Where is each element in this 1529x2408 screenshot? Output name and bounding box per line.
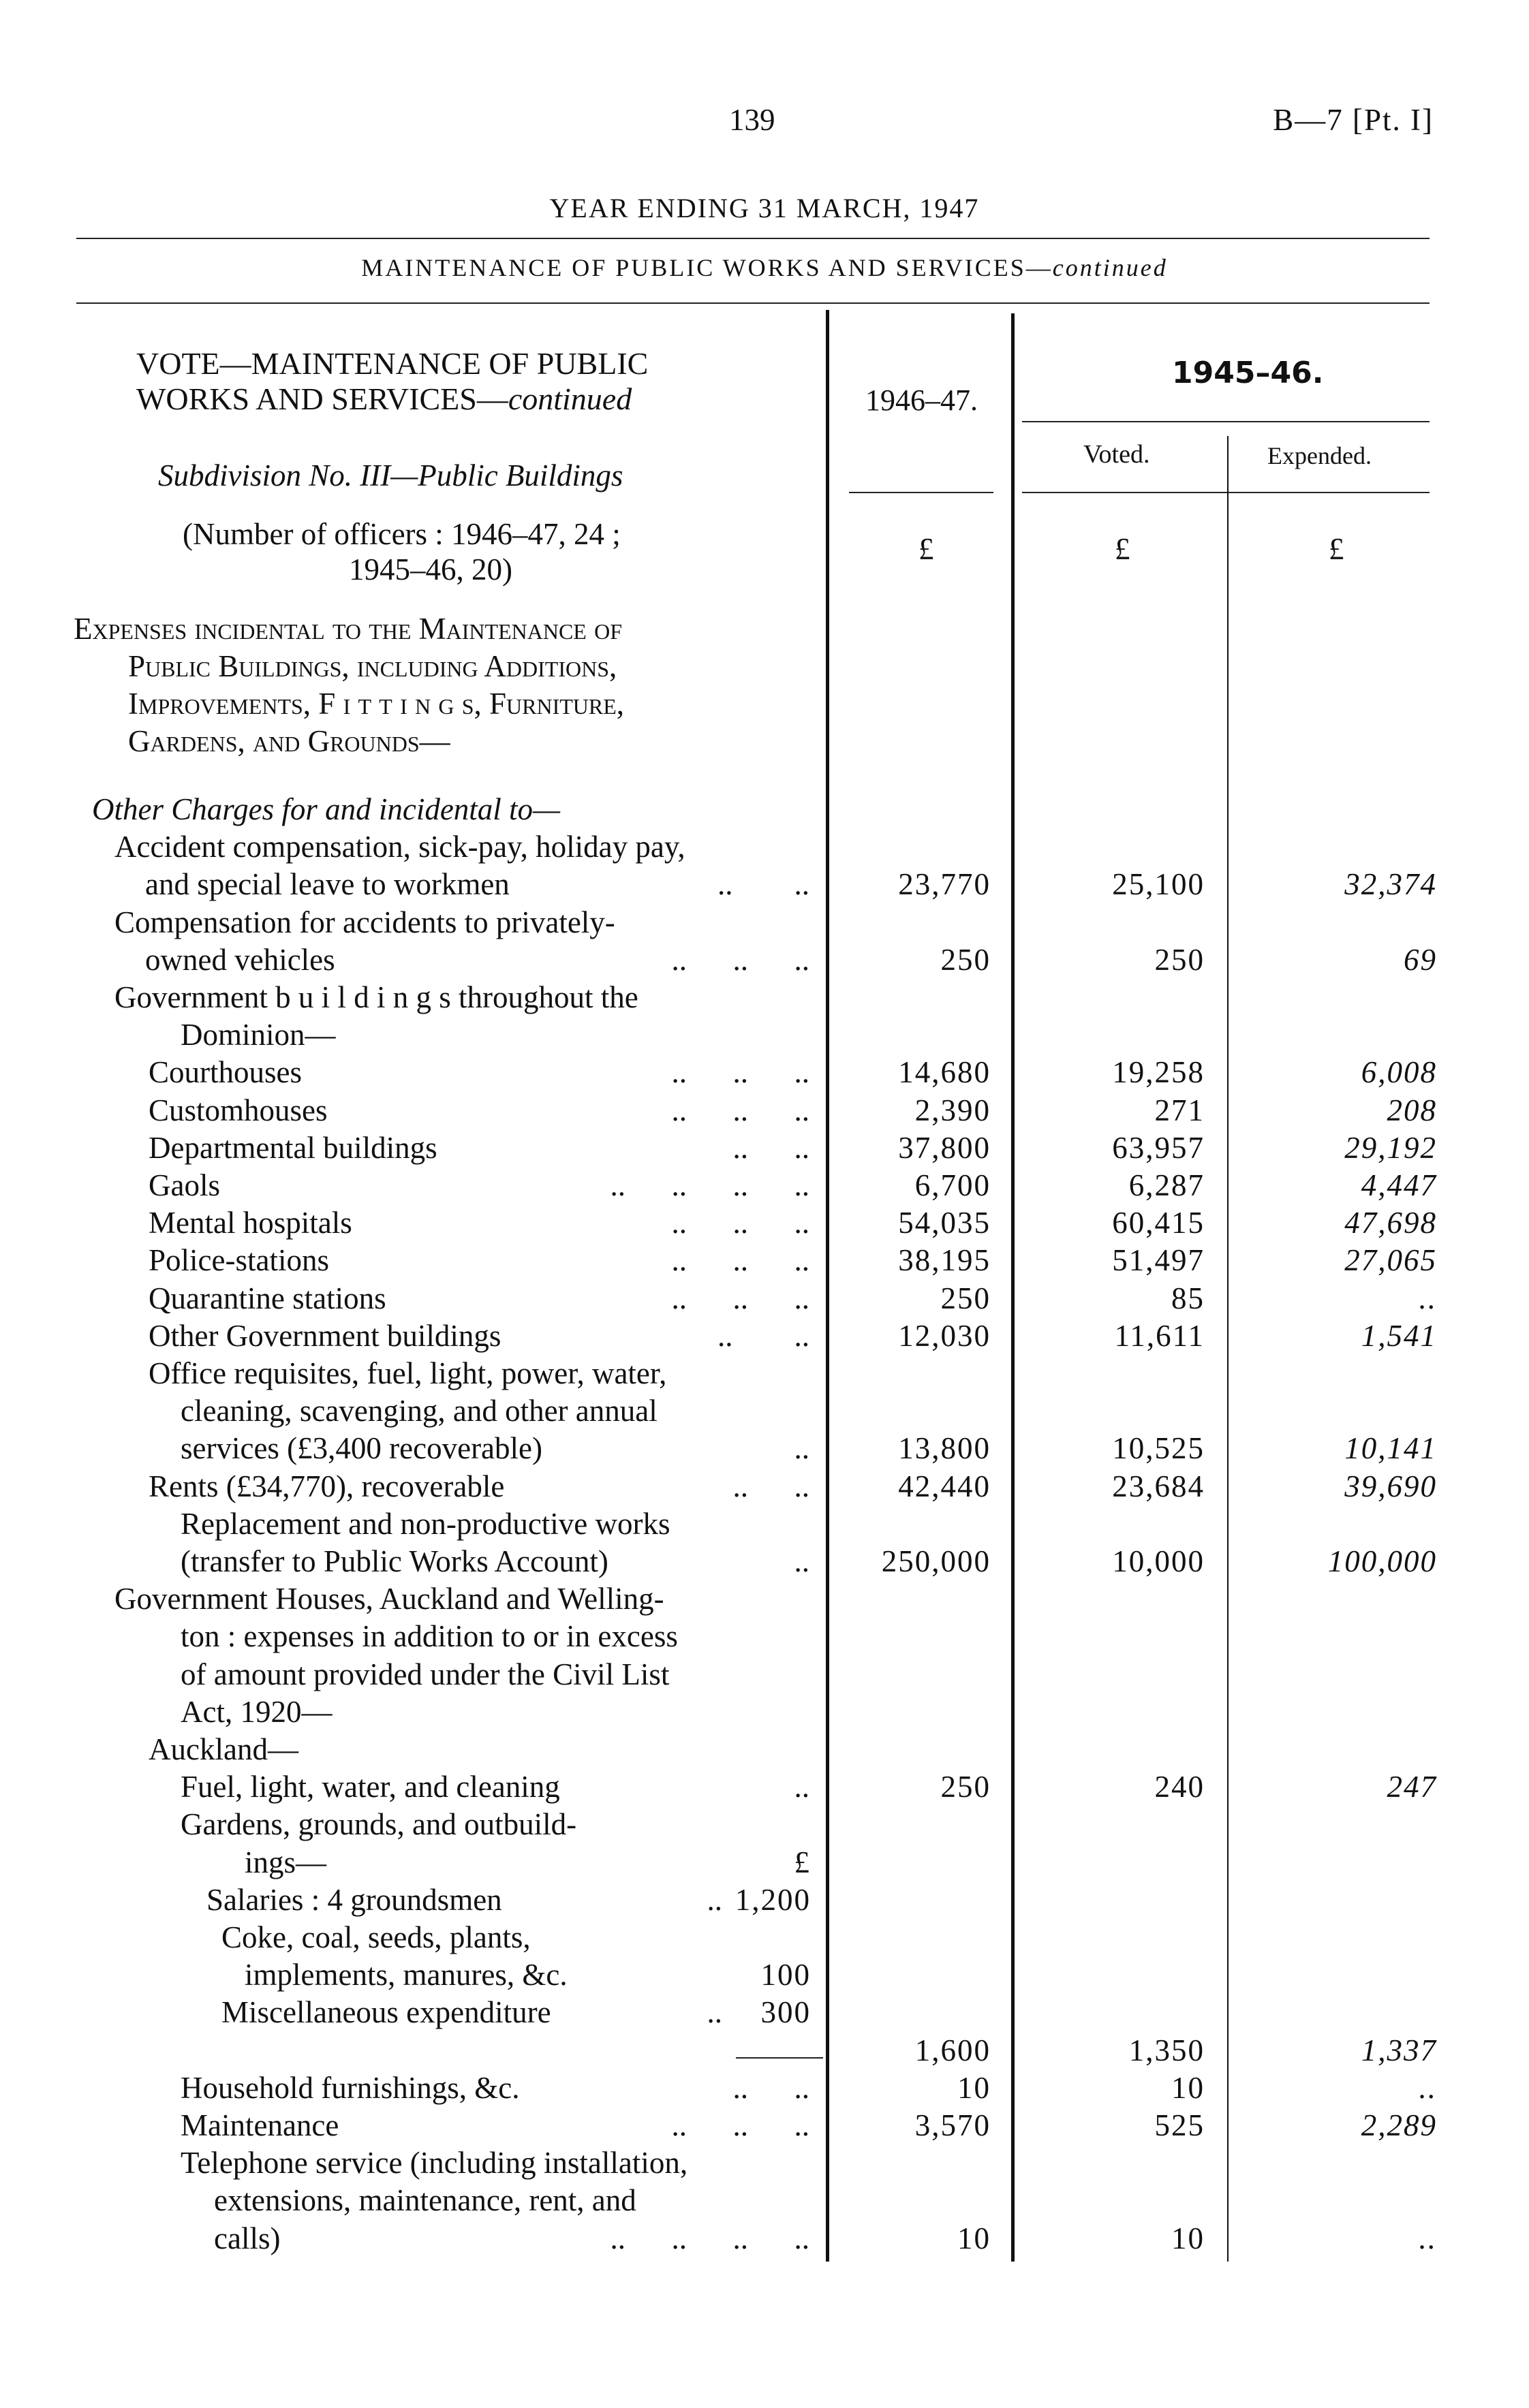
vote-title [136, 346, 648, 417]
sub-amount: 1,200 [735, 1883, 811, 1917]
amount-voted-1945-46: 23,684 [1112, 1469, 1205, 1503]
column-rule-text [826, 310, 829, 2262]
amount-1946-47: 250,000 [881, 1544, 991, 1578]
table-row [181, 2069, 809, 2107]
sub-amount: £ [794, 1845, 811, 1879]
amount-voted-1945-46: 11,611 [1114, 1319, 1205, 1353]
table-row [181, 1505, 809, 1543]
amount-1946-47: 6,700 [914, 1168, 991, 1202]
table-row [221, 1919, 809, 1956]
dot-leader: .. .. .. [671, 2108, 809, 2142]
table-row [149, 1468, 809, 1505]
row-label: Salaries : 4 groundsmen [206, 1883, 502, 1917]
amount-1946-47: 10 [957, 2221, 991, 2255]
amount-voted-1945-46: 10,525 [1112, 1431, 1205, 1465]
year-title: YEAR ENDING 31 MARCH, 1947 [549, 193, 980, 223]
row-label: Act, 1920— [181, 1695, 333, 1729]
group-rule [1022, 421, 1430, 422]
amount-expended-1945-46: 39,690 [1344, 1469, 1437, 1503]
row-label: Customhouses [149, 1093, 328, 1127]
table-row [145, 866, 809, 903]
row-label: ton : expenses in addition to or in excess [181, 1619, 678, 1653]
amount-voted-1945-46: 25,100 [1112, 867, 1205, 901]
amount-voted-1945-46: 10,000 [1112, 1544, 1205, 1578]
currency-col3: £ [1329, 532, 1344, 566]
dot-leader: .. [794, 1431, 809, 1465]
expenses-line: Improvements, F i t t i n g s, Furniture, [128, 687, 625, 721]
dot-leader: .. .. .. [671, 1093, 809, 1127]
amount-voted-1945-46: 1,350 [1128, 2033, 1205, 2067]
table-row [181, 1656, 809, 1693]
dot-leader: .. .. .. [671, 943, 809, 977]
amount-1946-47: 54,035 [898, 1206, 991, 1240]
table-row [181, 1016, 809, 1054]
amount-1946-47: 42,440 [898, 1469, 991, 1503]
amount-expended-1945-46: 47,698 [1344, 1206, 1437, 1240]
amount-expended-1945-46: .. [1419, 2071, 1437, 2105]
amount-voted-1945-46: 60,415 [1112, 1206, 1205, 1240]
amount-1946-47: 250 [940, 1770, 991, 1804]
amount-voted-1945-46: 63,957 [1112, 1131, 1205, 1165]
document-reference: B—7 [Pt. I] [1273, 103, 1434, 137]
row-label: Rents (£34,770), recoverable [149, 1469, 505, 1503]
amount-1946-47: 37,800 [898, 1131, 991, 1165]
column-header-rule-1 [849, 492, 993, 493]
row-label: Compensation for accidents to privately- [114, 905, 615, 939]
amount-1946-47: 250 [940, 943, 991, 977]
table-row [181, 1430, 809, 1467]
amount-expended-1945-46: 69 [1404, 943, 1437, 977]
row-label: Telephone service (including installation, [181, 2146, 688, 2180]
row-label: Government b u i l d i n g s throughout the [114, 980, 638, 1014]
table-row [181, 1693, 809, 1731]
amount-expended-1945-46: 1,337 [1361, 2033, 1437, 2067]
amount-1946-47: 38,195 [898, 1243, 991, 1277]
amount-voted-1945-46: 271 [1154, 1093, 1205, 1127]
column-rule-voted [1227, 436, 1229, 2262]
amount-voted-1945-46: 6,287 [1128, 1168, 1205, 1202]
table-row [149, 1092, 809, 1129]
sub-amount: 300 [760, 1995, 811, 2029]
row-label: Replacement and non-productive works [181, 1507, 670, 1541]
table-row [0, 2032, 809, 2069]
row-label: Miscellaneous expenditure [221, 1995, 551, 2029]
table-row [149, 1129, 809, 1167]
amount-expended-1945-46: 6,008 [1361, 1055, 1437, 1089]
amount-expended-1945-46: 32,374 [1344, 867, 1437, 901]
row-label: (transfer to Public Works Account) [181, 1544, 608, 1578]
vote-title-line2 [136, 381, 648, 417]
table-row [114, 1580, 809, 1618]
dot-leader: .. .. .. [671, 1055, 809, 1089]
row-label: services (£3,400 recoverable) [181, 1431, 542, 1465]
vote-title-text: WORKS AND SERVICES— [136, 381, 508, 416]
amount-1946-47: 2,390 [914, 1093, 991, 1127]
row-label: Courthouses [149, 1055, 302, 1089]
amount-expended-1945-46: 100,000 [1327, 1544, 1437, 1578]
dot-leader: .. .. [732, 1469, 809, 1503]
row-label: implements, manures, &c. [245, 1958, 568, 1992]
row-label: Household furnishings, &c. [181, 2071, 520, 2105]
dot-leader: .. .. [732, 2071, 809, 2105]
column-header-expended: Expended. [1267, 442, 1372, 469]
row-label: Government Houses, Auckland and Welling- [114, 1582, 664, 1616]
amount-expended-1945-46: .. [1419, 1281, 1437, 1315]
amount-voted-1945-46: 10 [1171, 2221, 1205, 2255]
amount-voted-1945-46: 525 [1154, 2108, 1205, 2142]
table-row [149, 1242, 809, 1279]
amount-voted-1945-46: 250 [1154, 943, 1205, 977]
table-row [149, 1731, 809, 1768]
table-row [181, 2144, 809, 2182]
column-header-voted: Voted. [1083, 440, 1150, 469]
amount-1946-47: 23,770 [898, 867, 991, 901]
amount-voted-1945-46: 19,258 [1112, 1055, 1205, 1089]
table-row [245, 1844, 722, 1881]
amount-voted-1945-46: 85 [1171, 1281, 1205, 1315]
page-number: 139 [729, 103, 775, 137]
table-row [181, 1806, 809, 1843]
table-row [206, 1881, 722, 1919]
officers-line2: 1945–46, 20) [349, 552, 512, 587]
section-title [0, 253, 1529, 282]
dot-leader: .. .. .. [671, 1206, 809, 1240]
row-label: Quarantine stations [149, 1281, 386, 1315]
table-row [214, 2220, 809, 2257]
table-row [149, 1355, 809, 1392]
amount-expended-1945-46: 247 [1387, 1770, 1437, 1804]
officers-line1: (Number of officers : 1946–47, 24 ; [183, 517, 621, 551]
subdivision-title: Subdivision No. III—Public Buildings [158, 458, 623, 492]
dot-leader: .. [707, 1883, 722, 1917]
column-header-1945-46: 1945–46. [1172, 356, 1324, 390]
row-label: Other Charges for and incidental to— [92, 792, 561, 826]
amount-1946-47: 250 [940, 1281, 991, 1315]
amount-1946-47: 13,800 [898, 1431, 991, 1465]
dot-leader: .. .. .. .. [610, 1168, 809, 1202]
section-title-text: MAINTENANCE OF PUBLIC WORKS AND SERVICES— [361, 254, 1053, 281]
sub-amount: 100 [760, 1958, 811, 1992]
amount-1946-47: 10 [957, 2071, 991, 2105]
amount-voted-1945-46: 240 [1154, 1770, 1205, 1804]
column-header-rule-2 [1022, 492, 1430, 493]
dot-leader: .. .. .. [671, 1281, 809, 1315]
section-continued: continued [1052, 254, 1168, 281]
amount-expended-1945-46: 29,192 [1344, 1131, 1437, 1165]
header-rule-bottom [76, 302, 1430, 304]
dot-leader: .. .. [717, 867, 809, 901]
table-row [181, 1618, 809, 1655]
table-row [245, 1956, 722, 1994]
row-label: owned vehicles [145, 943, 335, 977]
table-row [181, 1768, 809, 1806]
currency-col2: £ [1115, 532, 1130, 566]
row-label: Gardens, grounds, and outbuild- [181, 1807, 577, 1841]
row-label: Accident compensation, sick-pay, holiday pay, [114, 830, 685, 864]
table-row [181, 1392, 809, 1430]
row-label: extensions, maintenance, rent, and [214, 2183, 636, 2217]
amount-expended-1945-46: 10,141 [1344, 1431, 1437, 1465]
table-row [149, 1317, 809, 1355]
expenses-line: Public Buildings, including Additions, [128, 649, 617, 683]
amount-voted-1945-46: 10 [1171, 2071, 1205, 2105]
table-row [149, 1167, 809, 1204]
row-label: Departmental buildings [149, 1131, 437, 1165]
table-row [149, 1204, 809, 1242]
amount-1946-47: 14,680 [898, 1055, 991, 1089]
amount-1946-47: 3,570 [914, 2108, 991, 2142]
amount-voted-1945-46: 51,497 [1112, 1243, 1205, 1277]
row-label: and special leave to workmen [145, 867, 510, 901]
table-row [181, 2107, 809, 2144]
expenses-line: Gardens, and Grounds— [128, 724, 450, 758]
row-label: Maintenance [181, 2108, 339, 2142]
table-row [214, 2182, 809, 2219]
dot-leader: .. [794, 1544, 809, 1578]
row-label: Office requisites, fuel, light, power, water, [149, 1356, 667, 1390]
amount-expended-1945-46: 1,541 [1361, 1319, 1437, 1353]
table-row [92, 791, 809, 828]
row-label: of amount provided under the Civil List [181, 1657, 670, 1691]
amount-1946-47: 12,030 [898, 1319, 991, 1353]
row-label: Police-stations [149, 1243, 329, 1277]
row-label: Coke, coal, seeds, plants, [221, 1920, 531, 1954]
row-label: Dominion— [181, 1018, 336, 1052]
row-label: cleaning, scavenging, and other annual [181, 1394, 658, 1428]
header-rule-top [76, 238, 1430, 239]
row-label: Fuel, light, water, and cleaning [181, 1770, 560, 1804]
amount-expended-1945-46: 208 [1387, 1093, 1437, 1127]
amount-1946-47: 1,600 [914, 2033, 991, 2067]
column-header-1946-47: 1946–47. [865, 384, 978, 417]
table-row [114, 979, 809, 1016]
expenses-line: Expenses incidental to the Maintenance of [74, 612, 622, 646]
table-row [221, 1994, 722, 2031]
row-label: Mental hospitals [149, 1206, 352, 1240]
amount-expended-1945-46: 2,289 [1361, 2108, 1437, 2142]
table-row [149, 1280, 809, 1317]
dot-leader: .. [794, 1770, 809, 1804]
dot-leader: .. .. [732, 1131, 809, 1165]
dot-leader: .. .. .. [671, 1243, 809, 1277]
vote-title-line1: VOTE—MAINTENANCE OF PUBLIC [136, 346, 649, 381]
table-row [145, 941, 809, 979]
currency-col1: £ [918, 532, 934, 566]
dot-leader: .. [707, 1995, 722, 2029]
dot-leader: .. .. .. .. [610, 2221, 809, 2255]
dot-leader: .. .. [717, 1319, 809, 1353]
table-row [149, 1054, 809, 1091]
table-row [114, 828, 809, 866]
table-row [181, 1543, 809, 1580]
expenses-heading [74, 610, 624, 760]
row-label: Other Government buildings [149, 1319, 501, 1353]
amount-expended-1945-46: .. [1419, 2221, 1437, 2255]
amount-expended-1945-46: 4,447 [1361, 1168, 1437, 1202]
column-rule-1946 [1011, 313, 1015, 2262]
vote-title-continued: continued [508, 381, 632, 416]
row-label: calls) [214, 2221, 281, 2255]
amount-expended-1945-46: 27,065 [1344, 1243, 1437, 1277]
table-row [114, 904, 809, 941]
row-label: Gaols [149, 1168, 220, 1202]
row-label: Auckland— [149, 1732, 298, 1766]
row-label: ings— [245, 1845, 327, 1879]
